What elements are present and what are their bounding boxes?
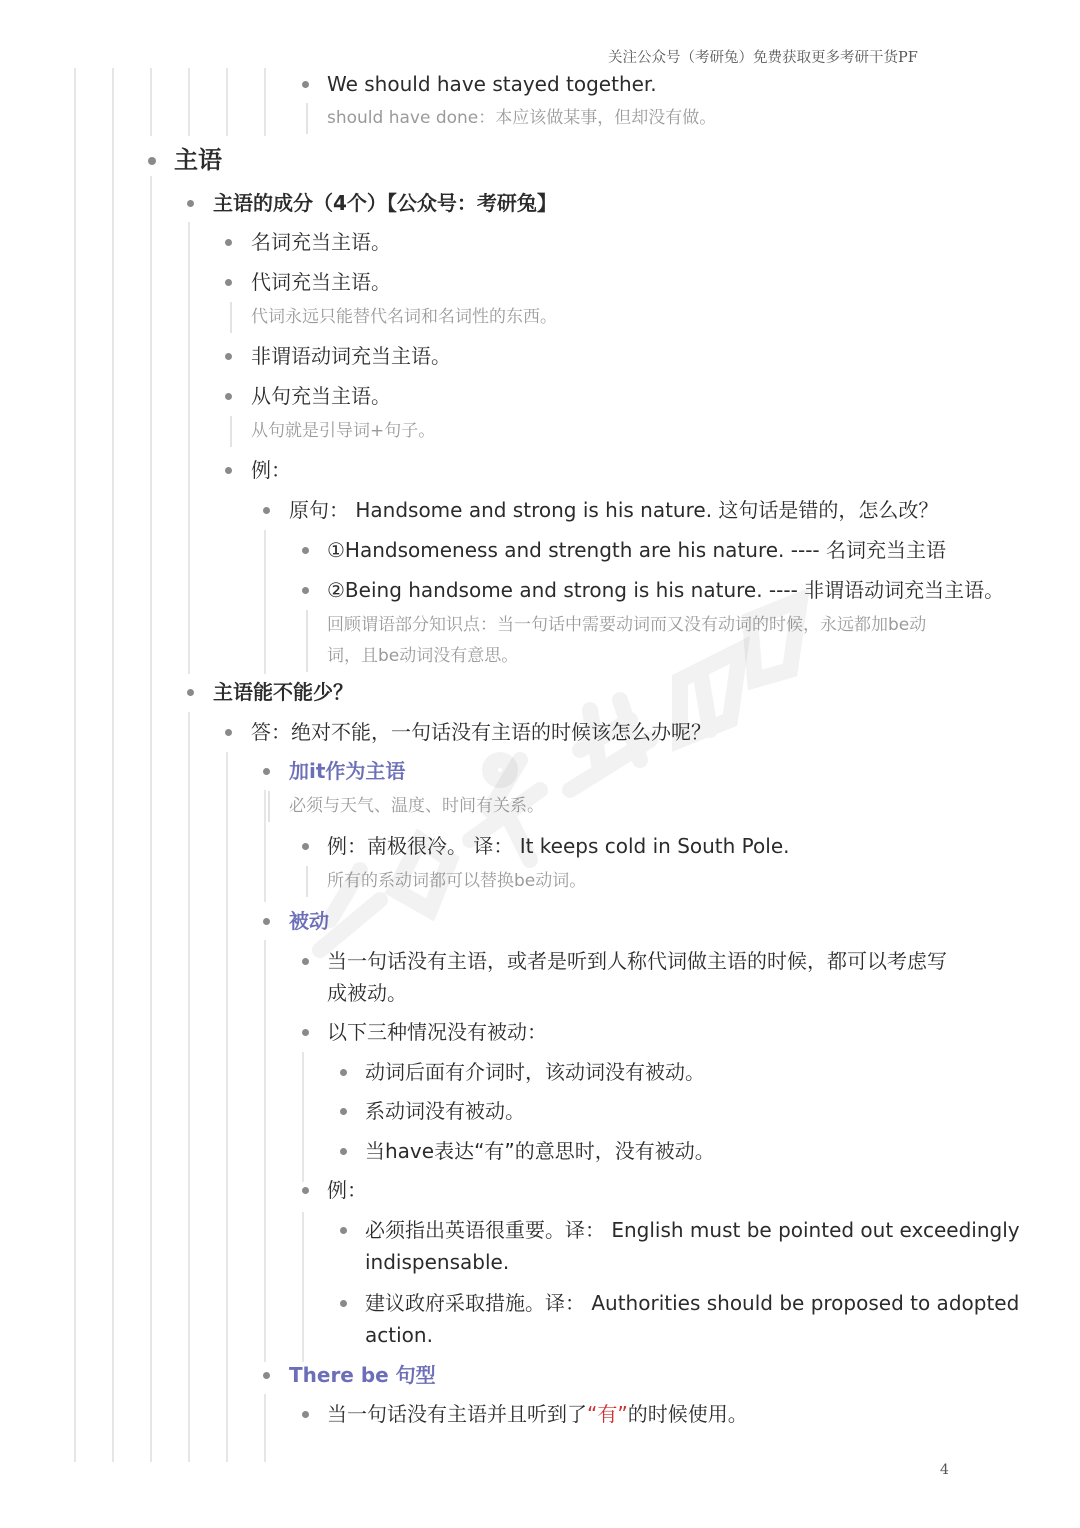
original-sentence: 原句： Handsome and strong is his nature. 这句话是错的，怎么改？ [289, 498, 939, 522]
fix-sentence-1: ①Handsomeness and strength are his nature. ---- 名词充当主语 [327, 538, 946, 562]
passive-example-label: 例： [327, 1178, 367, 1202]
bullet [225, 239, 232, 246]
bullet [302, 1411, 309, 1418]
bullet [302, 587, 309, 594]
pronoun-note: 代词永远只能替代名词和名词性的东西。 [230, 302, 557, 333]
fix-sentence-2: ②Being handsome and strong is his nature. ---- 非谓语动词充当主语。 [327, 578, 1005, 602]
bullet [225, 279, 232, 286]
bullet [340, 1108, 347, 1115]
add-it-example: 例：南极很冷。 译： It keeps cold in South Pole. [327, 834, 790, 858]
there-be-title: There be 句型 [289, 1363, 436, 1387]
passive-case: 系动词没有被动。 [365, 1099, 525, 1123]
components-heading: 主语的成分（4个）【公众号：考研兔】 [213, 191, 557, 215]
outline-guide [264, 790, 266, 902]
passive-example-line: 必须指出英语很重要。译： English must be pointed out exceedingly [365, 1218, 1020, 1242]
passive-case: 当have表达“有”的意思时，没有被动。 [365, 1139, 715, 1163]
there-be-highlight: “有” [587, 1402, 628, 1426]
intro-example-note: should have done：本应该做某事，但却没有做。 [306, 103, 716, 134]
outline-guide [226, 68, 228, 136]
bullet [263, 768, 270, 775]
bullet [302, 1029, 309, 1036]
component-item: 名词充当主语。 [251, 230, 391, 254]
clause-note: 从句就是引导词+句子。 [230, 416, 435, 447]
outline-guide [264, 530, 266, 674]
section-heading: 主语 [174, 146, 222, 174]
bullet [302, 547, 309, 554]
passive-title: 被动 [289, 909, 329, 933]
add-it-title: 加it作为主语 [289, 759, 406, 783]
fix-note-line: 回顾谓语部分知识点：当一句话中需要动词而又没有动词的时候，永远都加be动 [327, 615, 927, 635]
there-be-point [327, 1398, 748, 1430]
passive-point-1-line: 成被动。 [327, 981, 407, 1005]
outline-guide [188, 68, 190, 136]
bullet [148, 157, 156, 165]
page-number: 4 [940, 1462, 949, 1478]
bullet [302, 81, 309, 88]
outline-guide [264, 1394, 266, 1462]
component-item: 非谓语动词充当主语。 [251, 344, 451, 368]
there-be-point-text: 的时候使用。 [627, 1402, 748, 1426]
passive-point-1 [327, 945, 947, 1009]
add-it-note: 必须与天气、温度、时间有关系。 [268, 791, 544, 822]
bullet [340, 1069, 347, 1076]
outline-guide [74, 68, 76, 1462]
bullet [225, 393, 232, 400]
passive-example-2 [365, 1287, 1019, 1351]
passive-example-line: action. [365, 1323, 433, 1347]
outline-guide [150, 176, 152, 1462]
bullet [263, 918, 270, 925]
there-be-point-text: 当一句话没有主语并且听到了 [327, 1402, 587, 1426]
add-it-example-note: 所有的系动词都可以替换be动词。 [306, 866, 586, 897]
bullet [225, 467, 232, 474]
bullet [340, 1148, 347, 1155]
header-banner: 关注公众号（考研兔）免费获取更多考研干货PF [608, 50, 918, 66]
fix-note [306, 610, 926, 672]
fix-note-line: 词，且be动词没有意思。 [327, 646, 519, 666]
example-label: 例： [251, 458, 291, 482]
bullet [225, 729, 232, 736]
passive-example-line: 建议政府采取措施。译： Authorities should be proposed to adopted [365, 1291, 1020, 1315]
omit-answer: 答：绝对不能，一句话没有主语的时候该怎么办呢？ [251, 720, 711, 744]
bullet [340, 1300, 347, 1307]
bullet [302, 958, 309, 965]
bullet [225, 353, 232, 360]
outline-guide [188, 222, 190, 674]
outline-guide [302, 1052, 304, 1182]
bullet [263, 507, 270, 514]
passive-example-1 [365, 1214, 1020, 1278]
passive-point-1-line: 当一句话没有主语，或者是听到人称代词做主语的时候，都可以考虑写 [327, 949, 947, 973]
passive-point-2: 以下三种情况没有被动： [327, 1020, 547, 1044]
omit-heading: 主语能不能少？ [213, 680, 353, 704]
bullet [302, 1187, 309, 1194]
passive-case: 动词后面有介词时，该动词没有被动。 [365, 1060, 705, 1084]
outline-guide [226, 752, 228, 1462]
outline-guide [264, 68, 266, 136]
bullet [187, 689, 194, 696]
component-item: 代词充当主语。 [251, 270, 391, 294]
bullet [263, 1372, 270, 1379]
passive-example-line: indispensable. [365, 1250, 510, 1274]
intro-example: We should have stayed together. [327, 72, 657, 96]
outline-guide [150, 68, 152, 136]
component-item: 从句充当主语。 [251, 384, 391, 408]
outline-guide [264, 940, 266, 1362]
outline-guide [302, 1212, 304, 1362]
bullet [340, 1227, 347, 1234]
bullet [302, 843, 309, 850]
outline-guide [188, 712, 190, 1462]
bullet [187, 200, 194, 207]
outline-guide [112, 68, 114, 1462]
